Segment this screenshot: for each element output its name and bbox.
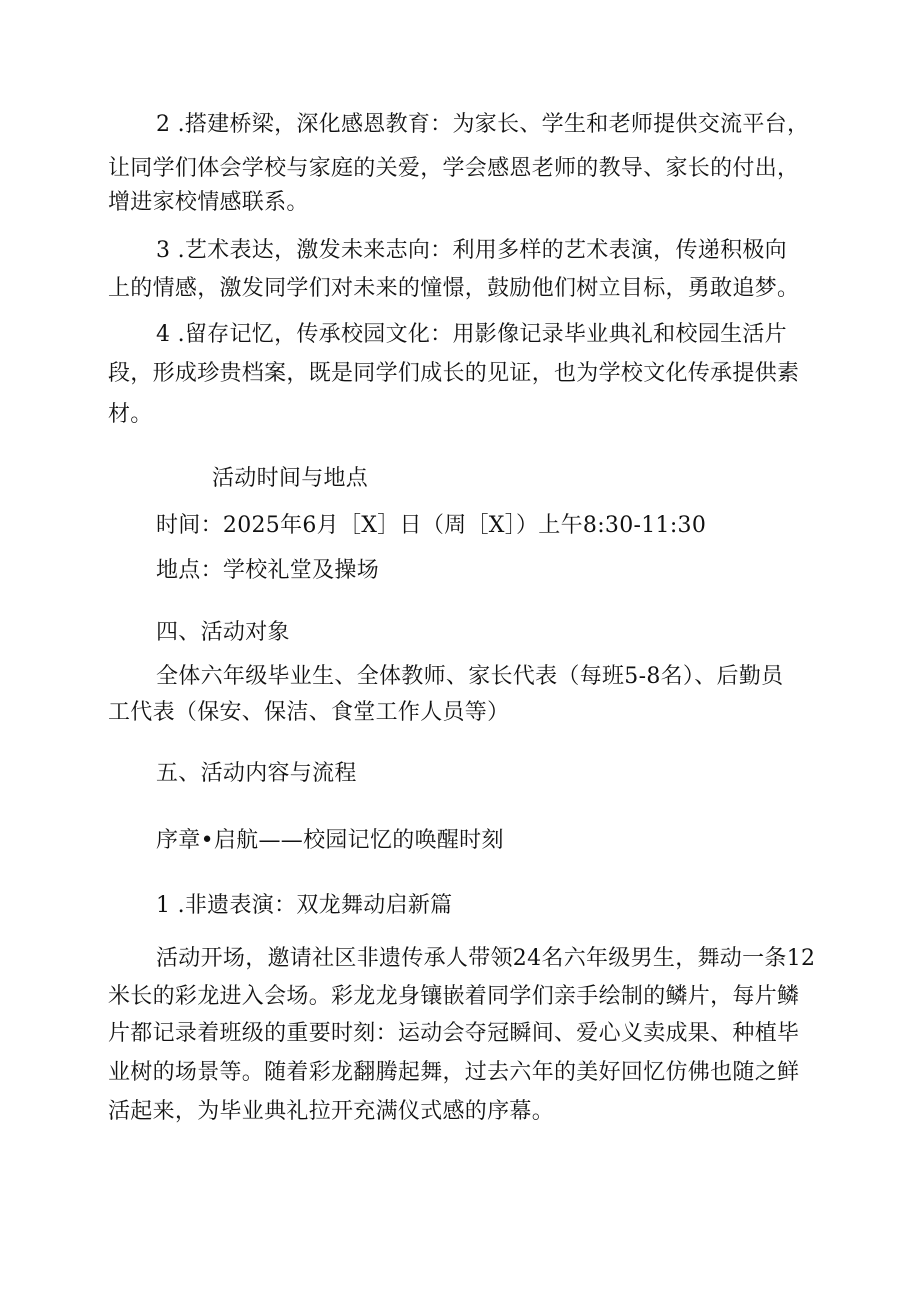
activity-place: 地点：学校礼堂及操场 <box>156 558 380 583</box>
objective-2-line-2: 让同学们体会学校与家庭的关爱，学会感恩老师的教导、家长的付出， <box>108 156 800 181</box>
participants-line-1: 全体六年级毕业生、全体教师、家长代表（每班5-8名）、后勤员 <box>156 664 784 689</box>
objective-4-line-3: 材。 <box>108 402 153 427</box>
objective-2-line-1: 2 .搭建桥梁，深化感恩教育：为家长、学生和老师提供交流平台， <box>156 112 810 137</box>
prelude-title: 序章•启航——校园记忆的唤醒时刻 <box>156 828 504 853</box>
objective-4-line-2: 段，形成珍贵档案，既是同学们成长的见证，也为学校文化传承提供素 <box>108 361 800 386</box>
item-1-line-2: 米长的彩龙进入会场。彩龙龙身镶嵌着同学们亲手绘制的鳞片，每片鳞 <box>108 984 800 1009</box>
section-heading-participants: 四、活动对象 <box>156 620 290 645</box>
item-1-line-1: 活动开场，邀请社区非遗传承人带领24名六年级男生，舞动一条12 <box>156 946 816 971</box>
item-1-line-3: 片都记录着班级的重要时刻：运动会夺冠瞬间、爱心义卖成果、种植毕 <box>108 1021 800 1046</box>
section-heading-content: 五、活动内容与流程 <box>156 761 357 786</box>
item-1-title: 1 .非遗表演：双龙舞动启新篇 <box>156 893 453 918</box>
section-heading-time-place: 活动时间与地点 <box>212 466 369 491</box>
activity-time: 时间：2025年6月［X］日（周［X］）上午8:30-11:30 <box>156 513 707 538</box>
objective-3-line-2: 上的情感，激发同学们对未来的憧憬，鼓励他们树立目标，勇敢追梦。 <box>108 276 800 301</box>
item-1-line-4: 业树的场景等。随着彩龙翻腾起舞，过去六年的美好回忆仿佛也随之鲜 <box>108 1060 800 1085</box>
objective-3-line-1: 3 .艺术表达，激发未来志向：利用多样的艺术表演，传递积极向 <box>156 238 787 263</box>
objective-2-line-3: 增进家校情感联系。 <box>108 190 309 215</box>
participants-line-2: 工代表（保安、保洁、食堂工作人员等） <box>108 700 510 725</box>
item-1-line-5: 活起来，为毕业典礼拉开充满仪式感的序幕。 <box>108 1099 555 1124</box>
objective-4-line-1: 4 .留存记忆，传承校园文化：用影像记录毕业典礼和校园生活片 <box>156 322 787 347</box>
